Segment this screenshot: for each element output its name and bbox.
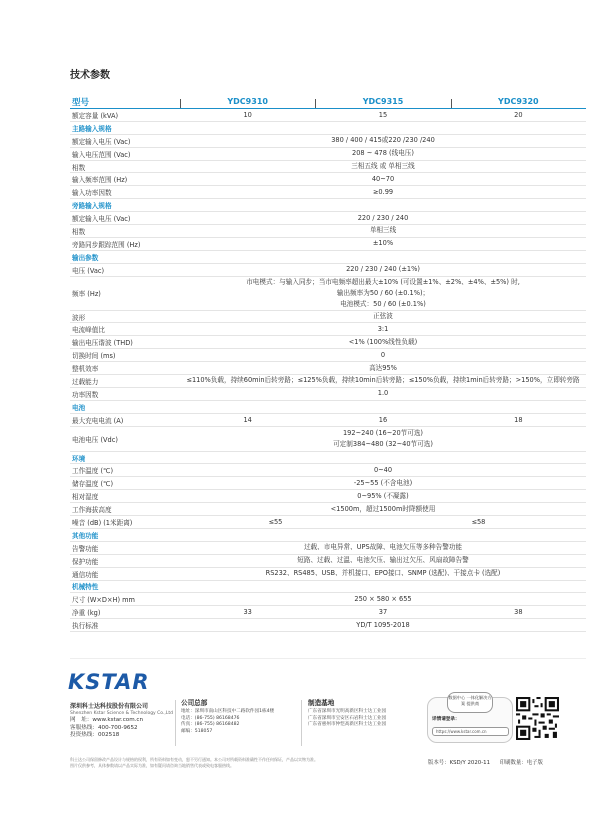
qr-code-icon <box>516 697 559 740</box>
spec-label: 切换时间 (ms) <box>72 352 116 361</box>
spec-row <box>70 516 586 529</box>
spec-value: <1% (100%线性负载) <box>348 337 418 346</box>
spec-value: 33 <box>243 608 252 617</box>
spec-label: 相数 <box>72 227 86 236</box>
spec-value: 正弦波 <box>373 312 393 321</box>
spec-value-line: 192~240 (16~20节可选) <box>342 428 424 437</box>
spec-value: 过载、市电异常、UPS故障、电池欠压等多种告警功能 <box>303 543 463 552</box>
section-row <box>70 199 586 212</box>
spec-value: 0 <box>380 350 386 359</box>
spec-row <box>70 311 586 324</box>
spec-label: 输入电压范围 (Vac) <box>72 150 131 159</box>
disclaimer-line: 科士达公司保留修改产品设计与规格的权利，所有资料如有变动，恕不另行通知。本公司对所载资料准确性不作任何保证，产品以实物为准。 <box>70 757 318 762</box>
spec-value: ≤55 <box>268 517 283 526</box>
section-row <box>70 401 586 414</box>
spec-table <box>70 95 586 632</box>
spec-value: 高达95% <box>369 363 397 372</box>
section-row <box>70 122 586 135</box>
spec-value: 380 / 400 / 415或220 /230 /240 <box>331 136 435 145</box>
spec-row <box>70 135 586 148</box>
mfg-line: 广东省深圳市宝安区石岩科士达工业园 <box>308 715 387 721</box>
hq-line: 传真：(86-755) 86168482 <box>181 722 240 728</box>
spec-row <box>70 109 586 122</box>
section-heading: 环境 <box>72 454 86 463</box>
spec-label: 频率 (Hz) <box>72 290 101 299</box>
spec-label: 保护功能 <box>72 557 99 566</box>
section-heading: 旁路输入规格 <box>72 202 112 211</box>
spec-value: ±10% <box>372 239 394 248</box>
spec-label: 噪音 (dB) (1米距离) <box>72 518 133 527</box>
spec-row <box>70 336 586 349</box>
spec-value: ≤58 <box>471 517 486 526</box>
section-heading: 机械特性 <box>72 583 99 592</box>
spec-value: 208 ~ 478 (线电压) <box>352 149 414 158</box>
spec-value: 0~95% (不凝露) <box>357 491 409 500</box>
manufacturing-info <box>308 700 386 729</box>
spec-row <box>70 464 586 477</box>
header-divider <box>315 99 316 108</box>
spec-row <box>70 225 586 238</box>
spec-value: 三相五线 或 单相三线 <box>351 162 415 170</box>
footer-separator <box>301 700 302 746</box>
section-heading: 主路输入规格 <box>72 124 112 133</box>
spec-row <box>70 555 586 568</box>
spec-label: 储存温度 (℃) <box>72 480 114 489</box>
header-label: 型号 <box>72 97 90 108</box>
spec-label: 额定输入电压 (Vac) <box>72 137 131 146</box>
spec-row <box>70 593 586 606</box>
badge-scan-label: 详情请登录： <box>432 717 460 722</box>
spec-label: 工作温度 (℃) <box>72 467 114 476</box>
spec-row <box>70 542 586 555</box>
section-row <box>70 581 586 594</box>
spec-row <box>70 323 586 336</box>
spec-value: 16 <box>378 415 388 424</box>
page-title: 技术参数 <box>70 70 110 81</box>
disclaimer-line: 图片仅供参考，具体参数请以产品实际为准，如有疑问请咨询当地销售代表或致电客服热线。 <box>70 763 234 768</box>
badge-title: 数据中心 一体化解决方案 提供商 <box>447 692 493 713</box>
spec-label: 告警功能 <box>72 544 99 553</box>
hq-heading: 公司总部 <box>181 699 208 707</box>
company-line: 客服热线：400-700-9652 <box>70 724 138 731</box>
spec-value: 单相三线 <box>369 226 397 235</box>
spec-label: 通信功能 <box>72 570 99 579</box>
spec-label: 净重 (kg) <box>72 609 101 618</box>
spec-value-line: 输出频率为50 / 60 (±0.1%)； <box>336 288 430 297</box>
company-name-cn: 深圳科士达科技股份有限公司 <box>70 703 149 710</box>
hq-line: 地址：深圳市南山区科技中二路软件园1栋4楼 <box>181 708 275 714</box>
model-name: YDC9320 <box>498 97 539 106</box>
spec-label: 功率因数 <box>72 390 99 399</box>
spec-value-line: 电池模式：50 / 60 (±0.1%) <box>340 299 426 308</box>
mfg-heading: 制造基地 <box>308 699 335 707</box>
spec-row <box>70 238 586 251</box>
spec-value: -25~55 (不含电池) <box>353 478 413 487</box>
spec-value: ≤110%负载，持续60min后转旁路；≤125%负载，持续10min后转旁路；≤150%负载，持续1min后转旁路；>150%，立即转旁路 <box>186 376 580 385</box>
spec-label: 相数 <box>72 163 86 172</box>
spec-row <box>70 277 586 311</box>
company-name-en: Shenzhen Kstar Science & Technology Co.,Ltd <box>70 711 173 717</box>
spec-row <box>70 490 586 503</box>
spec-label: 工作海拔高度 <box>72 506 112 515</box>
website-link[interactable]: https://www.kstar.com.cn <box>432 727 509 736</box>
version-info <box>428 758 551 766</box>
section-heading: 输出参数 <box>72 253 99 262</box>
mfg-line: 广东省惠州市仲恺高新区科士达工业园 <box>308 722 387 728</box>
section-row <box>70 452 586 465</box>
footer-divider <box>70 658 586 659</box>
spec-label: 输入功率因数 <box>72 189 112 198</box>
spec-row <box>70 568 586 581</box>
spec-row <box>70 362 586 375</box>
print-quantity: 印刷数量：电子版 <box>499 760 543 766</box>
spec-value: RS232、RS485、USB、并机接口、EPO接口、SNMP (选配)、干接点卡 (选配) <box>265 569 501 578</box>
spec-row <box>70 349 586 362</box>
spec-value: 短路、过载、过温、电池欠压、输出过欠压、风扇故障告警 <box>297 556 469 565</box>
spec-label: 输入频率范围 (Hz) <box>72 176 128 185</box>
spec-value-line: 市电模式：与输入同步；当市电频率超出最大±10% (可设置±1%、±2%、±4%、±5%) 时, <box>246 277 520 286</box>
spec-label: 旁路同步跟踪范围 (Hz) <box>72 240 141 249</box>
spec-label: 电流峰值比 <box>72 326 105 335</box>
spec-label: 相对湿度 <box>72 493 99 502</box>
spec-label: 额定输入电压 (Vac) <box>72 215 131 224</box>
spec-label: 电池电压 (Vdc) <box>72 435 118 444</box>
spec-label: 整机效率 <box>72 365 99 374</box>
spec-value: 38 <box>514 608 523 617</box>
model-name: YDC9310 <box>227 97 268 106</box>
spec-label: 波形 <box>72 313 86 322</box>
spec-value: 20 <box>514 110 523 119</box>
spec-row <box>70 212 586 225</box>
spec-value: <1500m，超过1500m时降额使用 <box>330 504 436 513</box>
spec-value: 220 / 230 / 240 <box>357 213 409 222</box>
spec-label: 执行标准 <box>72 622 99 631</box>
version-number: 版本号：KSD/Y 2020-11 <box>428 760 491 766</box>
spec-row <box>70 173 586 186</box>
spec-label: 过载能力 <box>72 377 99 386</box>
kstar-logo: KSTAR <box>68 670 150 694</box>
header-divider <box>451 99 452 108</box>
spec-row <box>70 427 586 452</box>
spec-row <box>70 161 586 174</box>
spec-row <box>70 148 586 161</box>
company-line: 网 址：www.kstar.com.cn <box>70 717 144 724</box>
spec-row <box>70 186 586 199</box>
spec-label: 最大充电电流 (A) <box>72 416 124 425</box>
spec-row <box>70 388 586 401</box>
spec-row <box>70 375 586 388</box>
spec-label: 额定容量 (kVA) <box>72 111 119 120</box>
section-row <box>70 251 586 264</box>
spec-value: 18 <box>514 415 523 424</box>
disclaimer <box>70 757 318 769</box>
company-line: 投资热线：002518 <box>70 731 120 738</box>
spec-value: 15 <box>378 110 388 119</box>
spec-row <box>70 503 586 516</box>
header-divider <box>180 99 181 108</box>
spec-row <box>70 606 586 619</box>
spec-label: 输出电压谐波 (THD) <box>72 339 133 348</box>
headquarters-info <box>181 700 274 736</box>
hq-line: 电话：(86-755) 86168476 <box>181 715 240 721</box>
spec-value: 14 <box>243 415 252 424</box>
company-info <box>70 703 173 739</box>
spec-value: 40~70 <box>371 174 395 183</box>
spec-value: 0~40 <box>373 465 393 474</box>
spec-label: 电压 (Vac) <box>72 266 105 275</box>
solution-badge <box>427 697 513 743</box>
model-name: YDC9315 <box>362 97 404 106</box>
spec-value: 37 <box>378 608 388 617</box>
table-header <box>70 95 586 109</box>
spec-value-line: 可定制384~480 (32~40节可选) <box>333 439 433 448</box>
spec-value: 10 <box>243 110 252 119</box>
spec-row <box>70 477 586 490</box>
section-heading: 其他功能 <box>72 531 99 540</box>
spec-label: 尺寸 (W×D×H) mm <box>72 596 135 605</box>
section-heading: 电池 <box>72 403 86 412</box>
footer-separator <box>175 700 176 746</box>
mfg-line: 广东省深圳市光明高新区科士达工业园 <box>308 708 387 714</box>
section-row <box>70 529 586 542</box>
spec-value: YD/T 1095-2018 <box>356 620 410 629</box>
spec-value: 3:1 <box>377 324 389 333</box>
hq-line: 邮编：518057 <box>181 729 213 735</box>
spec-row <box>70 414 586 427</box>
spec-value: 220 / 230 / 240 (±1%) <box>346 265 420 274</box>
spec-row <box>70 264 586 277</box>
spec-value: ≥0.99 <box>372 187 394 196</box>
spec-value: 1.0 <box>377 389 389 398</box>
spec-value: 250 × 580 × 655 <box>354 594 412 603</box>
spec-row <box>70 619 586 632</box>
